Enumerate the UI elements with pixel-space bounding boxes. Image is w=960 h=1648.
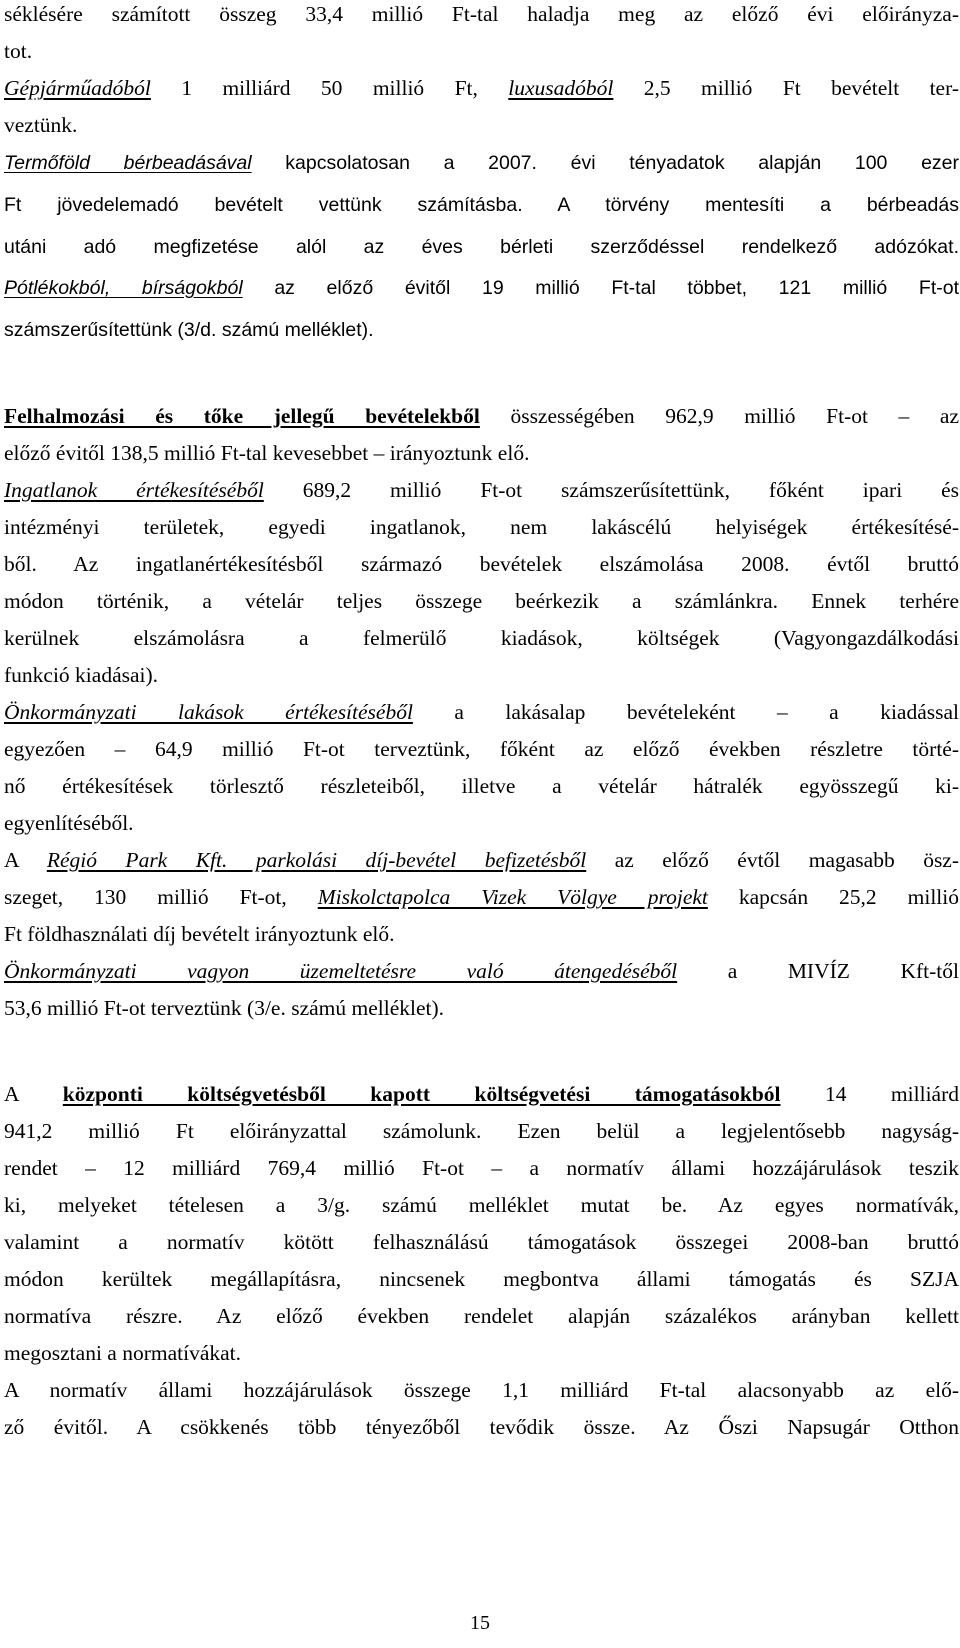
text-line <box>4 1335 959 1372</box>
text-line <box>4 0 959 33</box>
text-line <box>4 731 959 768</box>
text-span: intézményi területek, egyedi ingatlanok, nem lakáscélú helyiségek értékesítésé- <box>4 515 959 539</box>
text-line <box>4 990 959 1027</box>
text-line <box>4 805 959 842</box>
text-span: rendet – 12 milliárd 769,4 millió Ft-ot – a normatív állami hozzájárulások teszik <box>4 1156 959 1180</box>
text-span: ből. Az ingatlanértékesítésből származó bevételek elszámolása 2008. évtől bruttó <box>4 552 959 576</box>
text-line <box>4 107 959 144</box>
text-span: funkció kiadásai). <box>4 663 159 687</box>
text-span: 14 milliárd <box>780 1082 959 1106</box>
text-span: 941,2 millió Ft előirányzattal számolunk. Ezen belül a legjelentősebb nagyság- <box>4 1119 959 1143</box>
text-line <box>4 33 959 70</box>
text-line <box>4 1187 959 1224</box>
text-span: 53,6 millió Ft-ot terveztünk (3/e. számú melléklet). <box>4 996 445 1020</box>
text-line <box>4 70 959 107</box>
emphasis-text: Gépjárműadóból <box>4 76 151 100</box>
text-line <box>4 435 959 472</box>
emphasis-text: Régió Park Kft. parkolási díj-bevétel befizetésből <box>46 848 587 872</box>
text-line <box>4 1224 959 1261</box>
text-line <box>4 546 959 583</box>
emphasis-text: Önkormányzati lakások értékesítéséből <box>4 700 413 724</box>
text-span: az előző évtől magasabb ösz- <box>586 848 960 872</box>
text-line <box>4 768 959 805</box>
text-span: az előző évitől 19 millió Ft-tal többet, 121 millió Ft-ot <box>242 277 959 299</box>
text-line <box>4 229 959 266</box>
heading-text: Felhalmozási és tőke jellegű bevételekből <box>4 404 480 428</box>
text-line <box>4 472 959 509</box>
text-line <box>4 145 959 182</box>
text-span: ző évitől. A csökkenés több tényezőből tevődik össze. Az Őszi Napsugár Otthon <box>4 1415 959 1439</box>
text-span: A <box>4 1082 63 1106</box>
text-line <box>4 1261 959 1298</box>
text-span: szeget, 130 millió Ft-ot, <box>4 885 318 909</box>
text-span: ki, melyeket tételesen a 3/g. számú melléklet mutat be. Az egyes normatívák, <box>4 1193 959 1217</box>
text-span: a MIVÍZ Kft-től <box>677 959 959 983</box>
text-span: kapcsolatosan a 2007. évi tényadatok alapján 100 ezer <box>251 152 960 174</box>
text-span: 2,5 millió Ft bevételt ter- <box>613 76 959 100</box>
text-span: A normatív állami hozzájárulások összege 1,1 milliárd Ft-tal alacsonyabb az elő- <box>4 1378 959 1402</box>
text-span: egyezően – 64,9 millió Ft-ot terveztünk, főként az előző években részletre törté- <box>4 737 959 761</box>
text-line <box>4 694 959 731</box>
text-span: megosztani a normatívákat. <box>4 1341 242 1365</box>
text-span: módon történik, a vételár teljes összege beérkezik a számlánkra. Ennek terhére <box>4 589 959 613</box>
text-line <box>4 583 959 620</box>
text-line <box>4 1298 959 1335</box>
text-span: módon kerültek megállapításra, nincsenek megbontva állami támogatás és SZJA <box>4 1267 959 1291</box>
emphasis-text: Miskolctapolca Vizek Völgye projekt <box>317 885 708 909</box>
text-line <box>4 879 959 916</box>
text-line <box>4 509 959 546</box>
text-span: séklésére számított összeg 33,4 millió Ft-tal haladja meg az előző évi előirányza- <box>4 2 959 26</box>
emphasis-text: Ingatlanok értékesítéséből <box>4 478 264 502</box>
text-line <box>4 1409 959 1446</box>
text-span: A <box>4 848 47 872</box>
emphasis-text: Pótlékokból, bírságokból <box>4 277 243 299</box>
text-span: nő értékesítések törlesztő részleteiből, illetve a vételár hátralék egyösszegű ki- <box>4 774 959 798</box>
text-span: a lakásalap bevételeként – a kiadással <box>412 700 960 724</box>
text-span: egyenlítéséből. <box>4 811 134 835</box>
page-number: 15 <box>470 1612 490 1634</box>
text-span: összességében 962,9 millió Ft-ot – az <box>479 404 959 428</box>
heading-text: központi költségvetésből kapott költségvetési támogatásokból <box>62 1082 781 1106</box>
text-span: veztünk. <box>4 113 78 137</box>
text-span: valamint a normatív kötött felhasználású támogatások összegei 2008-ban bruttó <box>4 1230 959 1254</box>
text-line <box>4 953 959 990</box>
emphasis-text: luxusadóból <box>508 76 614 100</box>
text-span: Ft jövedelemadó bevételt vettünk számításba. A törvény mentesíti a bérbeadás <box>4 194 959 216</box>
text-span: előző évitől 138,5 millió Ft-tal kevesebbet – irányoztunk elő. <box>4 441 530 465</box>
text-span: normatíva részre. Az előző években rendelet alapján százalékos arányban kellett <box>4 1304 959 1328</box>
text-span: tot. <box>4 39 33 63</box>
text-span: kerülnek elszámolásra a felmerülő kiadások, költségek (Vagyongazdálkodási <box>4 626 959 650</box>
text-span: 689,2 millió Ft-ot számszerűsítettünk, főként ipari és <box>263 478 959 502</box>
text-span: 1 milliárd 50 millió Ft, <box>150 76 509 100</box>
text-line <box>4 312 959 349</box>
emphasis-text: Önkormányzati vagyon üzemeltetésre való átengedéséből <box>4 959 678 983</box>
text-line <box>4 187 959 224</box>
text-line <box>4 1113 959 1150</box>
text-span: Ft földhasználati díj bevételt irányoztunk elő. <box>4 922 395 946</box>
text-line <box>4 398 959 435</box>
text-span: utáni adó megfizetése alól az éves bérleti szerződéssel rendelkező adózókat. <box>4 236 959 258</box>
text-span: kapcsán 25,2 millió <box>707 885 959 909</box>
text-line <box>4 620 959 657</box>
text-line <box>4 1150 959 1187</box>
text-line <box>4 1076 959 1113</box>
text-line <box>4 916 959 953</box>
text-line <box>4 270 959 307</box>
text-line <box>4 657 959 694</box>
text-line <box>4 1372 959 1409</box>
emphasis-text: Termőföld bérbeadásával <box>4 152 252 174</box>
text-span: számszerűsítettünk (3/d. számú melléklet). <box>4 319 374 341</box>
text-line <box>4 842 959 879</box>
